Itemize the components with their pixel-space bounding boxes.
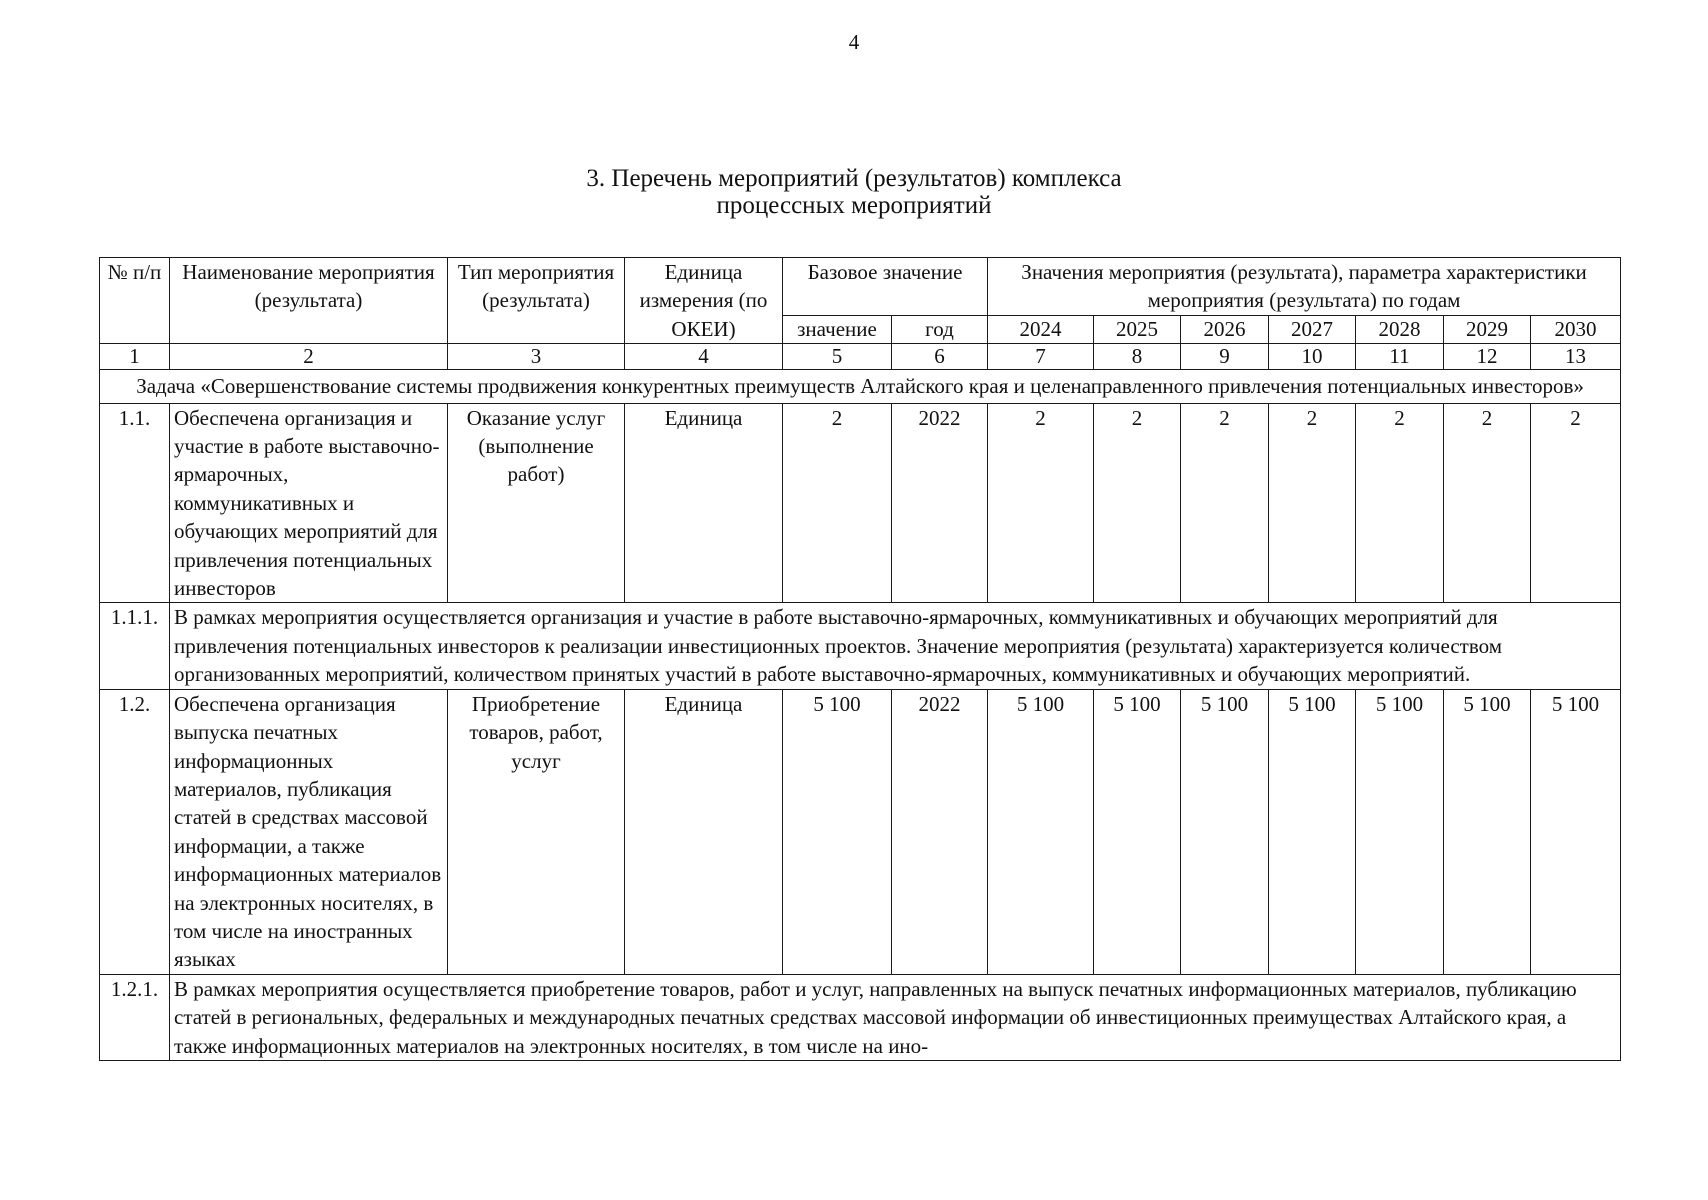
task-row: [100, 370, 1621, 403]
header-year: 2028: [1356, 316, 1444, 344]
year-value: 5 100: [988, 689, 1094, 974]
header-num: № п/п: [100, 258, 170, 344]
measure-description: В рамках мероприятия осуществляется приобретение товаров, работ и услуг, направленных на выпуск печатных информационных материалов, публикацию статей в региональных, федеральных и международных печатных средствах массовой информации об инвестиционных преимуществах Алтайского края, а также информационных материалов на электронных носителях, в том числе на ино-: [170, 974, 1621, 1060]
measures-table: [99, 257, 1621, 1061]
column-number: 4: [625, 344, 783, 370]
year-value: 5 100: [1444, 689, 1531, 974]
column-number: 2: [170, 344, 448, 370]
column-number: 1: [100, 344, 170, 370]
page-number: 4: [848, 30, 860, 54]
header-base-year: год: [892, 316, 988, 344]
column-number: 8: [1094, 344, 1181, 370]
base-value: 2: [783, 403, 892, 603]
header-type: Тип мероприятия (результата): [448, 258, 625, 344]
year-value: 2: [1181, 403, 1269, 603]
title-line-2: процессных мероприятий: [716, 192, 992, 219]
year-value: 2: [1269, 403, 1356, 603]
column-number: 13: [1531, 344, 1621, 370]
header-values: Значения мероприятия (результата), параметра характеристики мероприятия (результата) по годам: [988, 258, 1621, 316]
column-number: 7: [988, 344, 1094, 370]
column-number: 3: [448, 344, 625, 370]
column-number: 5: [783, 344, 892, 370]
header-base: Базовое значение: [783, 258, 988, 316]
task-heading: Задача «Совершенствование системы продвижения конкурентных преимуществ Алтайского края и целенаправленного привлечения потенциальных инвесторов»: [100, 370, 1621, 403]
year-value: 5 100: [1531, 689, 1621, 974]
base-year: 2022: [892, 403, 988, 603]
header-year: 2029: [1444, 316, 1531, 344]
row-number: 1.1.1.: [100, 603, 170, 689]
measure-type: Приобретение товаров, работ, услуг: [448, 689, 625, 974]
measure-unit: Единица: [625, 403, 783, 603]
header-year: 2025: [1094, 316, 1181, 344]
column-number: 9: [1181, 344, 1269, 370]
document-title: [0, 165, 1708, 219]
year-value: 5 100: [1356, 689, 1444, 974]
column-number: 12: [1444, 344, 1531, 370]
header-base-value: значение: [783, 316, 892, 344]
description-row: [100, 603, 1621, 689]
header-year: 2026: [1181, 316, 1269, 344]
measure-description: В рамках мероприятия осуществляется организация и участие в работе выставочно-ярмарочных, коммуникативных и обучающих мероприятий для привлечения потенциальных инвесторов к реализации инвестиционных проектов. Значение мероприятия (результата) характеризуется количеством организованных мероприятий, количеством принятых участий в работе выставочно-ярмарочных, коммуникативных и обучающих мероприятий.: [170, 603, 1621, 689]
measure-unit: Единица: [625, 689, 783, 974]
year-value: 2: [1531, 403, 1621, 603]
measure-type: Оказание услуг (выполнение работ): [448, 403, 625, 603]
header-name: Наименование мероприятия (результата): [170, 258, 448, 344]
year-value: 5 100: [1181, 689, 1269, 974]
table-row: [100, 403, 1621, 603]
row-number: 1.2.1.: [100, 974, 170, 1060]
column-number: 10: [1269, 344, 1356, 370]
row-number: 1.1.: [100, 403, 170, 603]
column-number: 11: [1356, 344, 1444, 370]
measure-name: Обеспечена организация выпуска печатных информационных материалов, публикация статей в средствах массовой информации, а также информационных материалов на электронных носителях, в том числе на иностранных языках: [170, 689, 448, 974]
year-value: 2: [1444, 403, 1531, 603]
column-numbers-row: [100, 344, 1621, 370]
table-row: [100, 689, 1621, 974]
measure-name: Обеспечена организация и участие в работе выставочно-ярмарочных, коммуникативных и обучающих мероприятий для привлечения потенциальных инвесторов: [170, 403, 448, 603]
year-value: 2: [1356, 403, 1444, 603]
year-value: 2: [1094, 403, 1181, 603]
column-number: 6: [892, 344, 988, 370]
header-year: 2024: [988, 316, 1094, 344]
year-value: 5 100: [1269, 689, 1356, 974]
base-year: 2022: [892, 689, 988, 974]
row-number: 1.2.: [100, 689, 170, 974]
description-row: [100, 974, 1621, 1060]
header-year: 2030: [1531, 316, 1621, 344]
title-line-1: 3. Перечень мероприятий (результатов) комплекса: [586, 165, 1122, 192]
base-value: 5 100: [783, 689, 892, 974]
year-value: 2: [988, 403, 1094, 603]
year-value: 5 100: [1094, 689, 1181, 974]
header-year: 2027: [1269, 316, 1356, 344]
header-unit: Единица измерения (по ОКЕИ): [625, 258, 783, 344]
